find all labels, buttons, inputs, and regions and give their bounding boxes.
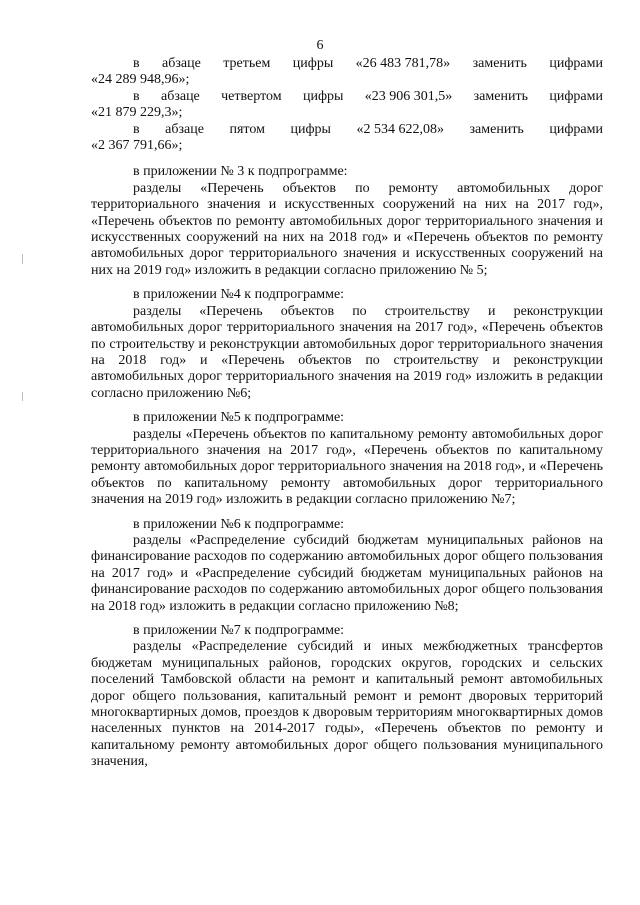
amendment-block: [91, 56, 603, 154]
amendment-new-value: «2 367 791,66»;: [91, 138, 183, 154]
document-body: [91, 56, 603, 771]
amendment-word: цифры: [290, 121, 331, 137]
amendment-word: в: [133, 121, 140, 137]
scan-margin-mark: [22, 392, 23, 401]
section-paragraph: разделы «Перечень объектов по строительству и реконструкции автомобильных дорог территориального значения на 2017 год», «Перечень объектов по строительству и реконструкции автомобильных дорог территориального значения на 2018 год» и «Перечень объектов по строительству и реконструкции автомобильных дорог территориального значения на 2019 год» изложить в редакции согласно приложению №6;: [91, 303, 603, 401]
scan-margin-mark: [22, 254, 23, 264]
page-number: 6: [316, 38, 324, 53]
section-paragraph: разделы «Распределение субсидий бюджетам муниципальных районов на финансирование расходов по содержанию автомобильных дорог общего пользования на 2017 год» и «Распределение субсидий бюджетам муниципальных районов на финансирование расходов по содержанию автомобильных дорог общего пользования на 2018 год» изложить в редакции согласно приложению №8;: [91, 532, 603, 614]
amendment-word: в: [133, 88, 140, 104]
amendment-word: цифры: [302, 88, 344, 104]
section-paragraph: разделы «Распределение субсидий и иных межбюджетных трансфертов бюджетам муниципальных районов, городских округов, городских и сельских поселений Тамбовской области на ремонт и капитальный ремонт автомобильных дорог общего пользования, капитальный ремонт и ремонт дворовых территорий многоквартирных домов, проездов к дворовым территориям многоквартирных домов населенных пунктов на 2014-2017 годы», «Перечень объектов по ремонту и капитальному ремонту автомобильных дорог общего пользования муниципального значения,: [91, 639, 603, 770]
section-heading: в приложении № 3 к подпрограмме:: [133, 164, 348, 180]
amendment-word: заменить: [472, 56, 527, 71]
amendment-old-value: «23 906 301,5»: [364, 88, 453, 104]
amendment-new-value: «21 879 229,3»;: [91, 105, 183, 121]
section-heading: в приложении №7 к подпрограмме:: [133, 623, 345, 638]
section-heading: в приложении №6 к подпрограмме:: [133, 516, 345, 532]
amendment-line: [91, 89, 603, 105]
amendment-word: цифрами: [549, 88, 603, 104]
amendment-word: заменить: [473, 88, 528, 104]
amendment-line: [91, 122, 603, 138]
amendment-word: в: [133, 56, 140, 71]
amendment-word: четвертом: [221, 88, 282, 104]
amendment-line: [91, 56, 603, 72]
amendment-word: цифрами: [549, 56, 603, 71]
amendment-word: абзаце: [160, 88, 200, 104]
section-heading: в приложении №4 к подпрограмме:: [133, 287, 345, 303]
section-paragraph: разделы «Перечень объектов по капитальному ремонту автомобильных дорог территориального значения на 2017 год», «Перечень объектов по капитальному ремонту автомобильных дорог территориального значения на 2018 год», и «Перечень объектов по капитальному ремонту автомобильных дорог территориального значения на 2019 год» изложить в редакции согласно приложению №7;: [91, 426, 603, 508]
amendment-old-value: «26 483 781,78»: [355, 56, 451, 71]
section-heading: в приложении №5 к подпрограмме:: [133, 410, 345, 426]
amendment-word: заменить: [469, 121, 524, 137]
amendment-new-value: «24 289 948,96»;: [91, 72, 190, 88]
amendment-word: цифрами: [549, 121, 603, 137]
amendment-word: цифры: [292, 56, 334, 71]
amendment-word: абзаце: [165, 121, 204, 137]
section-paragraph: разделы «Перечень объектов по ремонту автомобильных дорог территориального значения и искусственных сооружений на них на 2017 год», «Перечень объектов по ремонту автомобильных дорог территориального значения и искусственных сооружений на них на 2018 год» и «Перечень объектов по ремонту автомобильных дорог территориального значения и искусственных сооружений на них на 2019 год» изложить в редакции согласно приложению № 5;: [91, 180, 603, 278]
amendment-word: абзаце: [162, 56, 201, 71]
amendment-old-value: «2 534 622,08»: [356, 121, 444, 137]
amendment-word: третьем: [223, 56, 271, 71]
amendment-word: пятом: [229, 121, 265, 137]
